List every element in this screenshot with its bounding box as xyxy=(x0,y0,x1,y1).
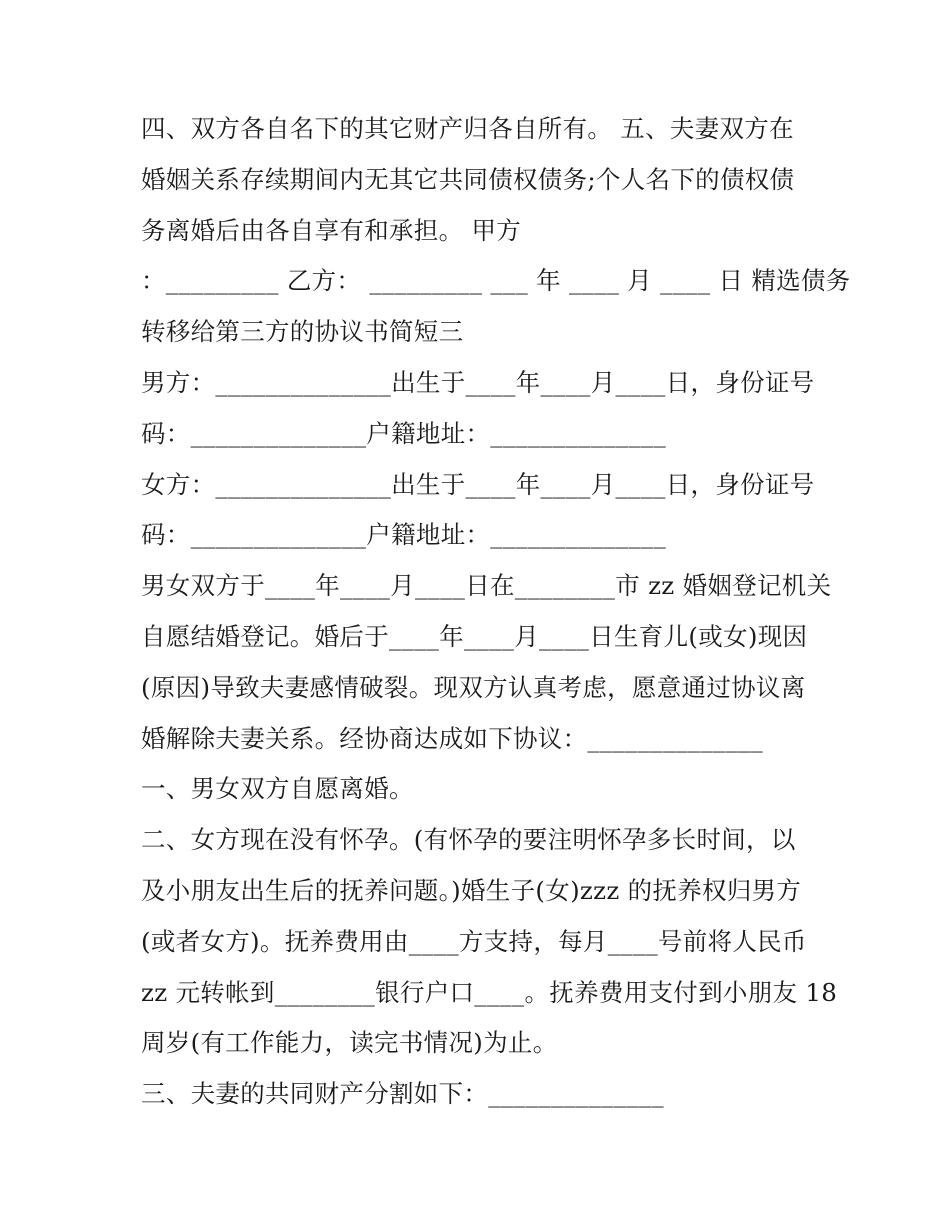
text-line-11: 自愿结婚登记。婚后于____年____月____日生育儿(或女)现因 xyxy=(141,621,808,651)
text-line-15: 二、女方现在没有怀孕。(有怀孕的要注明怀孕多长时间，以 xyxy=(141,825,796,855)
text-line-1: 四、双方各自名下的其它财产归各自所有。 五、夫妻双方在 xyxy=(141,114,794,143)
text-line-5: 转移给第三方的协议书简短三 xyxy=(141,317,464,347)
text-line-19: 周岁(有工作能力，读完书情况)为止。 xyxy=(141,1028,558,1058)
text-line-17: (或者女方)。抚养费用由____方支持，每月____号前将人民币 xyxy=(141,926,807,956)
text-line-7: 码：______________户籍地址：______________ xyxy=(141,418,666,448)
text-line-9: 码：______________户籍地址：______________ xyxy=(141,520,666,550)
text-line-3: 务离婚后由各自享有和承担。 甲方 xyxy=(141,215,522,245)
agreement-text xyxy=(141,104,851,1120)
text-line-2: 婚姻关系存续期间内无其它共同债权债务;个人名下的债权债 xyxy=(141,164,795,194)
text-line-12: (原因)导致夫妻感情破裂。现双方认真考虑，愿意通过协议离 xyxy=(141,672,806,702)
text-line-8: 女方：______________出生于____年____月____日，身份证号 xyxy=(141,469,815,499)
text-line-14: 一、男女双方自愿离婚。 xyxy=(141,774,414,804)
text-line-6: 男方：______________出生于____年____月____日，身份证号 xyxy=(141,367,815,397)
text-line-4: ：_________ 乙方： _________ ___ 年 ____ 月 ____ 日 精选债务 xyxy=(141,266,851,296)
text-line-13: 婚解除夫妻关系。经协商达成如下协议：______________ xyxy=(141,723,764,753)
text-line-18: zz 元转帐到________银行户口____。抚养费用支付到小朋友 18 xyxy=(141,977,838,1007)
text-line-16: 及小朋友出生后的抚养问题。)婚生子(女)zzz 的抚养权归男方 xyxy=(141,875,802,905)
text-line-10: 男女双方于____年____月____日在________市 zz 婚姻登记机关 xyxy=(141,571,832,601)
text-line-20: 三、夫妻的共同财产分割如下：______________ xyxy=(141,1079,664,1109)
